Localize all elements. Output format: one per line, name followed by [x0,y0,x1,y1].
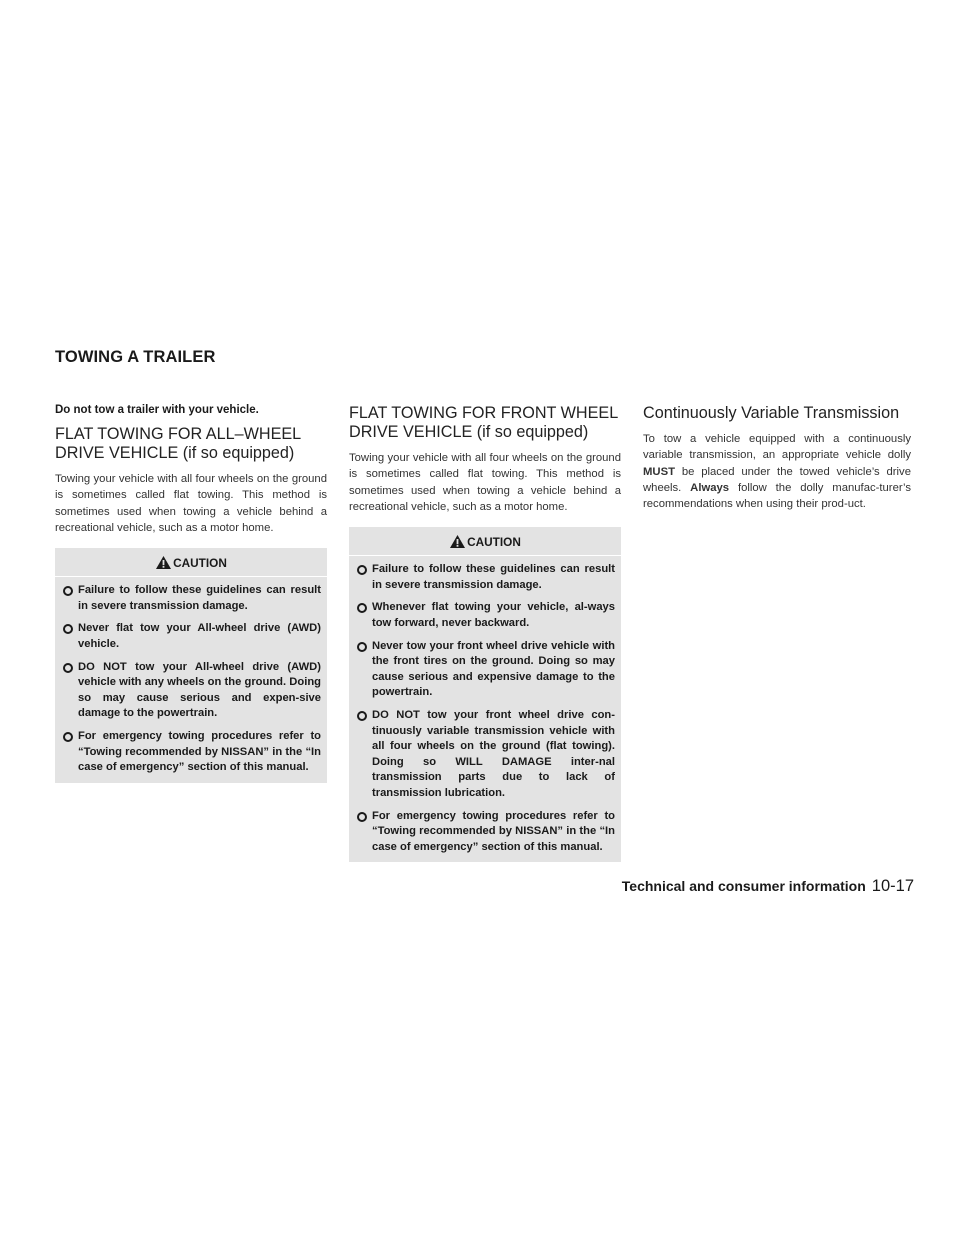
heading-fwd-line1: FLAT TOWING FOR FRONT WHEEL [349,404,619,422]
bullet-icon [357,603,367,613]
caution-box-fwd [349,527,621,862]
lead-statement: Do not tow a trailer with your vehicle. [55,404,259,416]
footer-section-name: Technical and consumer information [621,878,866,894]
emphasis-always: Always [690,481,730,494]
caution-title: CAUTION [467,535,521,550]
bullet-icon [63,624,73,634]
heading-awd-line1: FLAT TOWING FOR ALL–WHEEL [55,425,302,443]
warning-triangle-icon [449,534,466,549]
heading-cvt: Continuously Variable Transmission [643,404,900,422]
bullet-icon [357,812,367,822]
heading-awd [55,425,327,463]
caution-item: DO NOT tow your front wheel drive con-tinuously variable transmission vehicle with all four wheels on the ground (flat towing). Doing so WILL DAMAGE inter-nal transmission parts due to lack of transmission lubrication. [355,708,615,802]
caution-item: For emergency towing procedures refer to “Towing recommended by NISSAN” in the “In case of emergency” section of this manual. [61,729,321,776]
caution-item: Never flat tow your All-wheel drive (AWD) vehicle. [61,621,321,652]
column-awd [55,404,327,783]
heading-awd-line2: DRIVE VEHICLE (if so equipped) [55,444,295,462]
column-cvt [643,404,911,524]
heading-fwd [349,404,621,442]
bullet-icon [357,565,367,575]
caution-item: For emergency towing procedures refer to “Towing recommended by NISSAN” in the “In case of emergency” section of this manual. [355,809,615,856]
emphasis-must: MUST [643,465,676,478]
body-awd: Towing your vehicle with all four wheels on the ground is sometimes called flat towing. This method is sometimes used when towing a vehicle behind a recreational vehicle, such as a motor home. [55,473,327,534]
caution-box-awd [55,548,327,783]
caution-item: Failure to follow these guidelines can result in severe transmission damage. [355,562,615,593]
bullet-icon [63,586,73,596]
column-fwd [349,404,621,862]
caution-item: Failure to follow these guidelines can result in severe transmission damage. [61,583,321,614]
caution-divider [349,555,621,556]
bullet-icon [63,663,73,673]
caution-divider [55,576,327,577]
body-cvt: To tow a vehicle equipped with a continuously variable transmission, an appropriate vehicle dolly MUST be placed under the towed vehicle’s drive wheels. Always follow the dolly manufac-turer’s recommendations when using their prod-uct. [643,433,911,511]
caution-item: Never tow your front wheel drive vehicle with the front tires on the ground. Doing so may cause serious and expensive damage to the powertrain. [355,639,615,701]
bullet-icon [63,732,73,742]
caution-header [355,533,615,551]
section-title: TOWING A TRAILER [55,348,216,366]
heading-fwd-line2: DRIVE VEHICLE (if so equipped) [349,423,589,441]
bullet-icon [357,711,367,721]
page-number: 10-17 [871,877,914,895]
caution-title: CAUTION [173,556,227,571]
body-fwd: Towing your vehicle with all four wheels on the ground is sometimes called flat towing. This method is sometimes used when towing a vehicle behind a recreational vehicle, such as a motor home. [349,452,621,513]
page-footer [622,877,914,896]
caution-item: DO NOT tow your All-wheel drive (AWD) vehicle with any wheels on the ground. Doing so may cause serious and expen-sive damage to the powertrain. [61,660,321,722]
bullet-icon [357,642,367,652]
caution-header [61,554,321,572]
warning-triangle-icon [155,555,172,570]
caution-item: Whenever flat towing your vehicle, al-ways tow forward, never backward. [355,600,615,631]
